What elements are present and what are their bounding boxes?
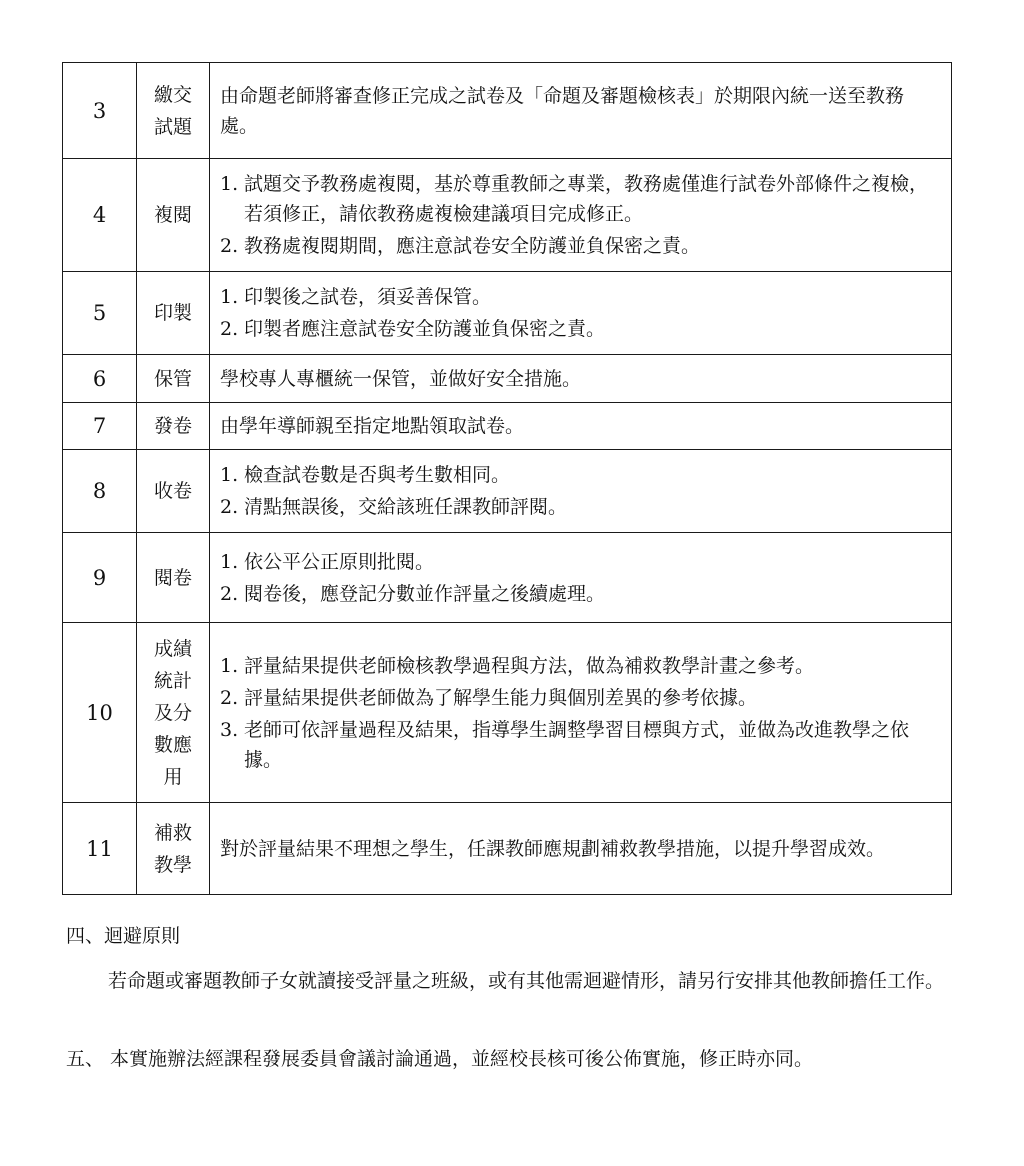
- list-item: [220, 314, 941, 344]
- step-name-text: 成績 統計 及分 數應 用: [153, 637, 192, 788]
- list-item: [220, 492, 941, 522]
- step-description: [210, 803, 952, 895]
- step-description: [210, 403, 952, 450]
- step-description: [210, 533, 952, 623]
- step-description: [210, 355, 952, 403]
- item-number: 2.: [220, 496, 239, 518]
- item-number: 1.: [220, 464, 239, 486]
- step-name: [137, 355, 210, 403]
- section-heading: 四、迴避原則: [66, 925, 181, 947]
- item-number: 2.: [220, 582, 239, 605]
- section-item: [66, 1044, 952, 1075]
- list-item: [220, 460, 941, 490]
- item-text: 檢查試卷數是否與考生數相同。: [244, 464, 511, 486]
- step-number: 9: [63, 533, 137, 623]
- item-number: 2.: [220, 318, 239, 340]
- item-number: 3.: [220, 718, 239, 741]
- step-description: [210, 623, 952, 803]
- table-row: [63, 803, 952, 895]
- table-row: [63, 63, 952, 159]
- table-row: [63, 272, 952, 355]
- list-item: [220, 651, 941, 681]
- list-item: [220, 683, 941, 713]
- step-name: [137, 803, 210, 895]
- step-name: [137, 623, 210, 803]
- table-row: [63, 159, 952, 272]
- step-number: 5: [63, 272, 137, 355]
- list-item: [220, 231, 941, 261]
- item-text: 清點無誤後，交給該班任課教師評閱。: [244, 496, 568, 518]
- item-text: 印製後之試卷，須妥善保管。: [244, 286, 492, 308]
- table-row: [63, 355, 952, 403]
- step-name: [137, 63, 210, 159]
- item-number: 1.: [220, 550, 239, 573]
- step-name-text: 發卷: [153, 415, 192, 437]
- step-name-text: 補救 教學: [153, 821, 192, 876]
- table-row: [63, 450, 952, 533]
- item-text: 評量結果提供老師檢核教學過程與方法，做為補救教學計畫之參考。: [244, 654, 815, 677]
- step-description: [210, 272, 952, 355]
- section-paragraph: 若命題或審題教師子女就讀接受評量之班級，或有其他需迴避情形，請另行安排其他教師擔任工作。: [108, 970, 945, 992]
- item-text: 印製者應注意試卷安全防護並負保密之責。: [244, 318, 606, 340]
- step-number: 8: [63, 450, 137, 533]
- section-text: 本實施辦法經課程發展委員會議討論通過，並經校長核可後公佈實施，修正時亦同。: [110, 1048, 814, 1070]
- item-text: 依公平公正原則批閱。: [244, 550, 435, 573]
- table-row: [63, 403, 952, 450]
- step-description: [210, 159, 952, 272]
- procedure-table: [62, 62, 952, 895]
- list-item: [220, 169, 941, 229]
- item-text: 教務處複閱期間，應注意試卷安全防護並負保密之責。: [244, 235, 701, 257]
- list-item: [220, 547, 941, 577]
- item-text: 老師可依評量過程及結果，指導學生調整學習目標與方式，並做為改進教學之依據。: [244, 718, 910, 771]
- step-name-text: 複閱: [153, 204, 192, 226]
- step-name: [137, 159, 210, 272]
- step-number: 4: [63, 159, 137, 272]
- list-item: [220, 715, 941, 775]
- description-text: 對於評量結果不理想之學生，任課教師應規劃補救教學措施，以提升學習成效。: [220, 837, 886, 860]
- step-number: 7: [63, 403, 137, 450]
- item-text: 試題交予教務處複閱，基於尊重教師之專業，教務處僅進行試卷外部條件之複檢，若須修正，請依教務處複檢建議項目完成修正。: [244, 173, 929, 225]
- step-name-text: 保管: [153, 367, 192, 390]
- table-row: [63, 623, 952, 803]
- item-number: 1.: [220, 286, 239, 308]
- item-number: 1.: [220, 654, 239, 677]
- step-number: 11: [63, 803, 137, 895]
- step-name-text: 印製: [153, 302, 192, 324]
- step-description: [210, 63, 952, 159]
- step-description: [210, 450, 952, 533]
- item-number: 2.: [220, 235, 239, 257]
- table-row: [63, 533, 952, 623]
- item-text: 閱卷後，應登記分數並作評量之後續處理。: [244, 582, 606, 605]
- list-item: [220, 282, 941, 312]
- step-name: [137, 272, 210, 355]
- step-name-text: 繳交 試題: [153, 83, 192, 138]
- item-number: 1.: [220, 173, 239, 195]
- step-number: 10: [63, 623, 137, 803]
- step-name-text: 閱卷: [153, 566, 192, 589]
- item-number: 2.: [220, 686, 239, 709]
- description-text: 學校專人專櫃統一保管，並做好安全措施。: [220, 367, 582, 390]
- step-name: [137, 403, 210, 450]
- list-item: [220, 579, 941, 609]
- step-name-text: 收卷: [153, 480, 192, 502]
- section-number: 五、: [66, 1048, 105, 1070]
- step-name: [137, 533, 210, 623]
- step-name: [137, 450, 210, 533]
- step-number: 6: [63, 355, 137, 403]
- item-text: 評量結果提供老師做為了解學生能力與個別差異的參考依據。: [244, 686, 758, 709]
- step-number: 3: [63, 63, 137, 159]
- description-text: 由學年導師親至指定地點領取試卷。: [220, 415, 525, 437]
- description-text: 由命題老師將審查修正完成之試卷及「命題及審題檢核表」於期限內統一送至教務處。: [220, 84, 905, 137]
